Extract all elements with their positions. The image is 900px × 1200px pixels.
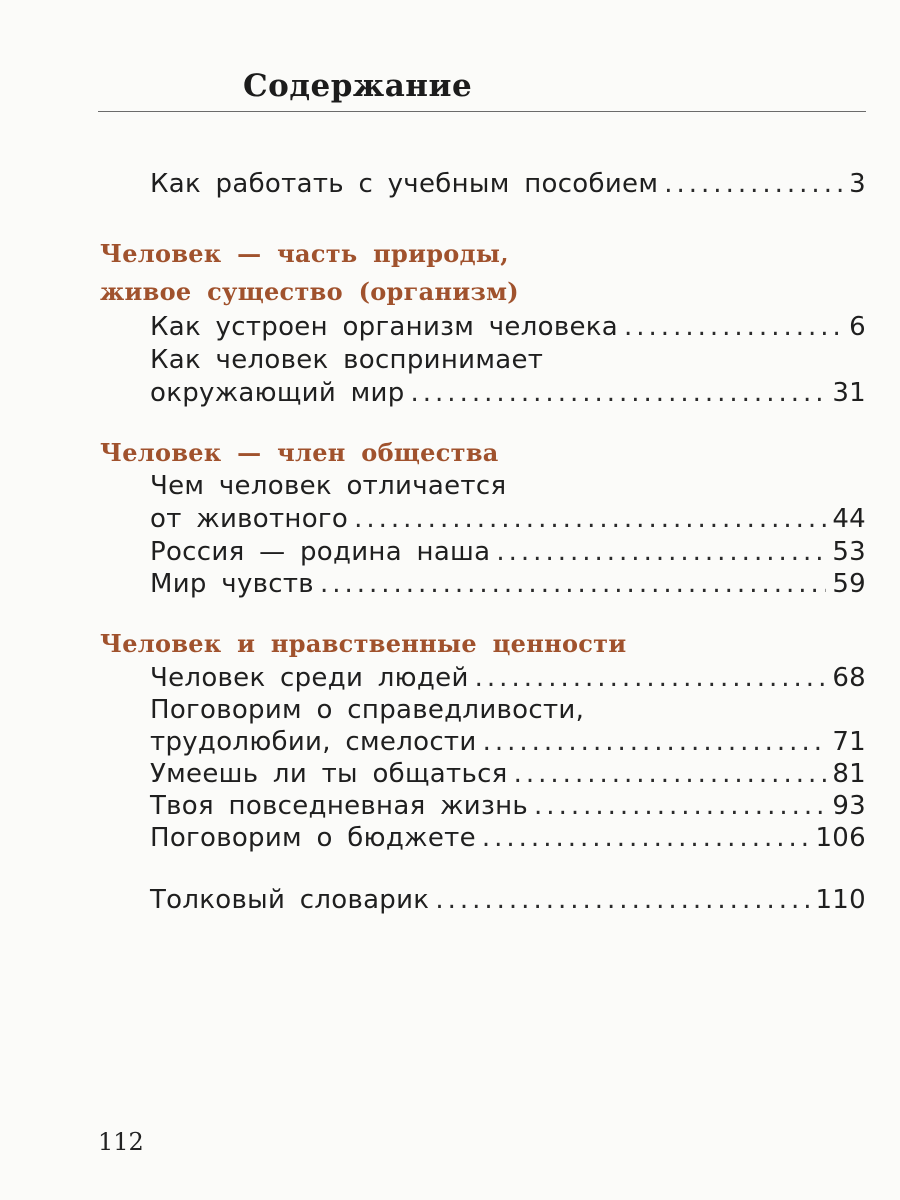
toc-entry: [150, 758, 866, 790]
toc-entry: [150, 536, 866, 568]
toc-entry-title: Как устроен организм человека: [150, 312, 619, 342]
toc-entry: [150, 790, 866, 822]
toc-entry-page: 93: [832, 791, 866, 821]
toc-entry: [150, 377, 866, 409]
section-heading: Человек и нравственные ценности: [100, 629, 627, 658]
toc-entry-page: 6: [849, 312, 866, 342]
toc-entry-title: Толковый словарик: [150, 885, 430, 915]
section-heading: Человек — член общества: [100, 438, 499, 467]
title-divider: [98, 111, 866, 112]
toc-entry: [150, 662, 866, 694]
page-title: Содержание: [243, 68, 473, 104]
toc-leader-dots: [482, 822, 810, 854]
toc-entry: [150, 822, 866, 854]
toc-entry-page: 31: [832, 378, 866, 408]
toc-entry-page: 53: [832, 537, 866, 567]
toc-entry-title: Человек среди людей: [150, 663, 469, 693]
toc-entry-title: трудолюбии, смелости: [150, 727, 477, 757]
toc-entry-title: окружающий мир: [150, 378, 405, 408]
toc-entry: [150, 726, 866, 758]
toc-entry-title: Поговорим о справедливости,: [150, 695, 585, 725]
toc-entry-page: 44: [832, 504, 866, 534]
section-heading: живое существо (организм): [100, 277, 519, 306]
toc-entry-page: 81: [832, 759, 866, 789]
toc-leader-dots: [411, 377, 827, 409]
toc-entry: [150, 884, 866, 916]
toc-leader-dots: [475, 662, 827, 694]
page-number: 112: [98, 1128, 144, 1156]
toc-entry-page: 106: [815, 823, 866, 853]
toc-entry-page: 110: [815, 885, 866, 915]
toc-leader-dots: [435, 884, 809, 916]
toc-entry-title: Мир чувств: [150, 569, 314, 599]
toc-entry-page: 68: [832, 663, 866, 693]
toc-entry-page: 59: [832, 569, 866, 599]
toc-entry: [150, 168, 866, 200]
toc-entry-title: Как работать с учебным пособием: [150, 169, 659, 199]
section-heading: Человек — часть природы,: [100, 239, 509, 268]
toc-leader-dots: [624, 311, 843, 343]
toc-entry: [150, 311, 866, 343]
toc-entry-page: 71: [832, 727, 866, 757]
toc-leader-dots: [534, 790, 826, 822]
toc-entry-title: Поговорим о бюджете: [150, 823, 476, 853]
toc-leader-dots: [354, 503, 826, 535]
toc-entry-title: Твоя повседневная жизнь: [150, 791, 529, 821]
toc-entry-title: Умеешь ли ты общаться: [150, 759, 508, 789]
toc-entry-title: Россия — родина наша: [150, 537, 491, 567]
toc-entry: [150, 503, 866, 535]
toc-entry-title: от животного: [150, 504, 349, 534]
toc-leader-dots: [483, 726, 827, 758]
toc-leader-dots: [320, 568, 826, 600]
toc-entry-title: Чем человек отличается: [150, 471, 507, 501]
toc-leader-dots: [664, 168, 843, 200]
toc-leader-dots: [514, 758, 827, 790]
toc-entry-page: 3: [849, 169, 866, 199]
toc-leader-dots: [496, 536, 826, 568]
toc-entry-title: Как человек воспринимает: [150, 345, 544, 375]
toc-entry: [150, 568, 866, 600]
